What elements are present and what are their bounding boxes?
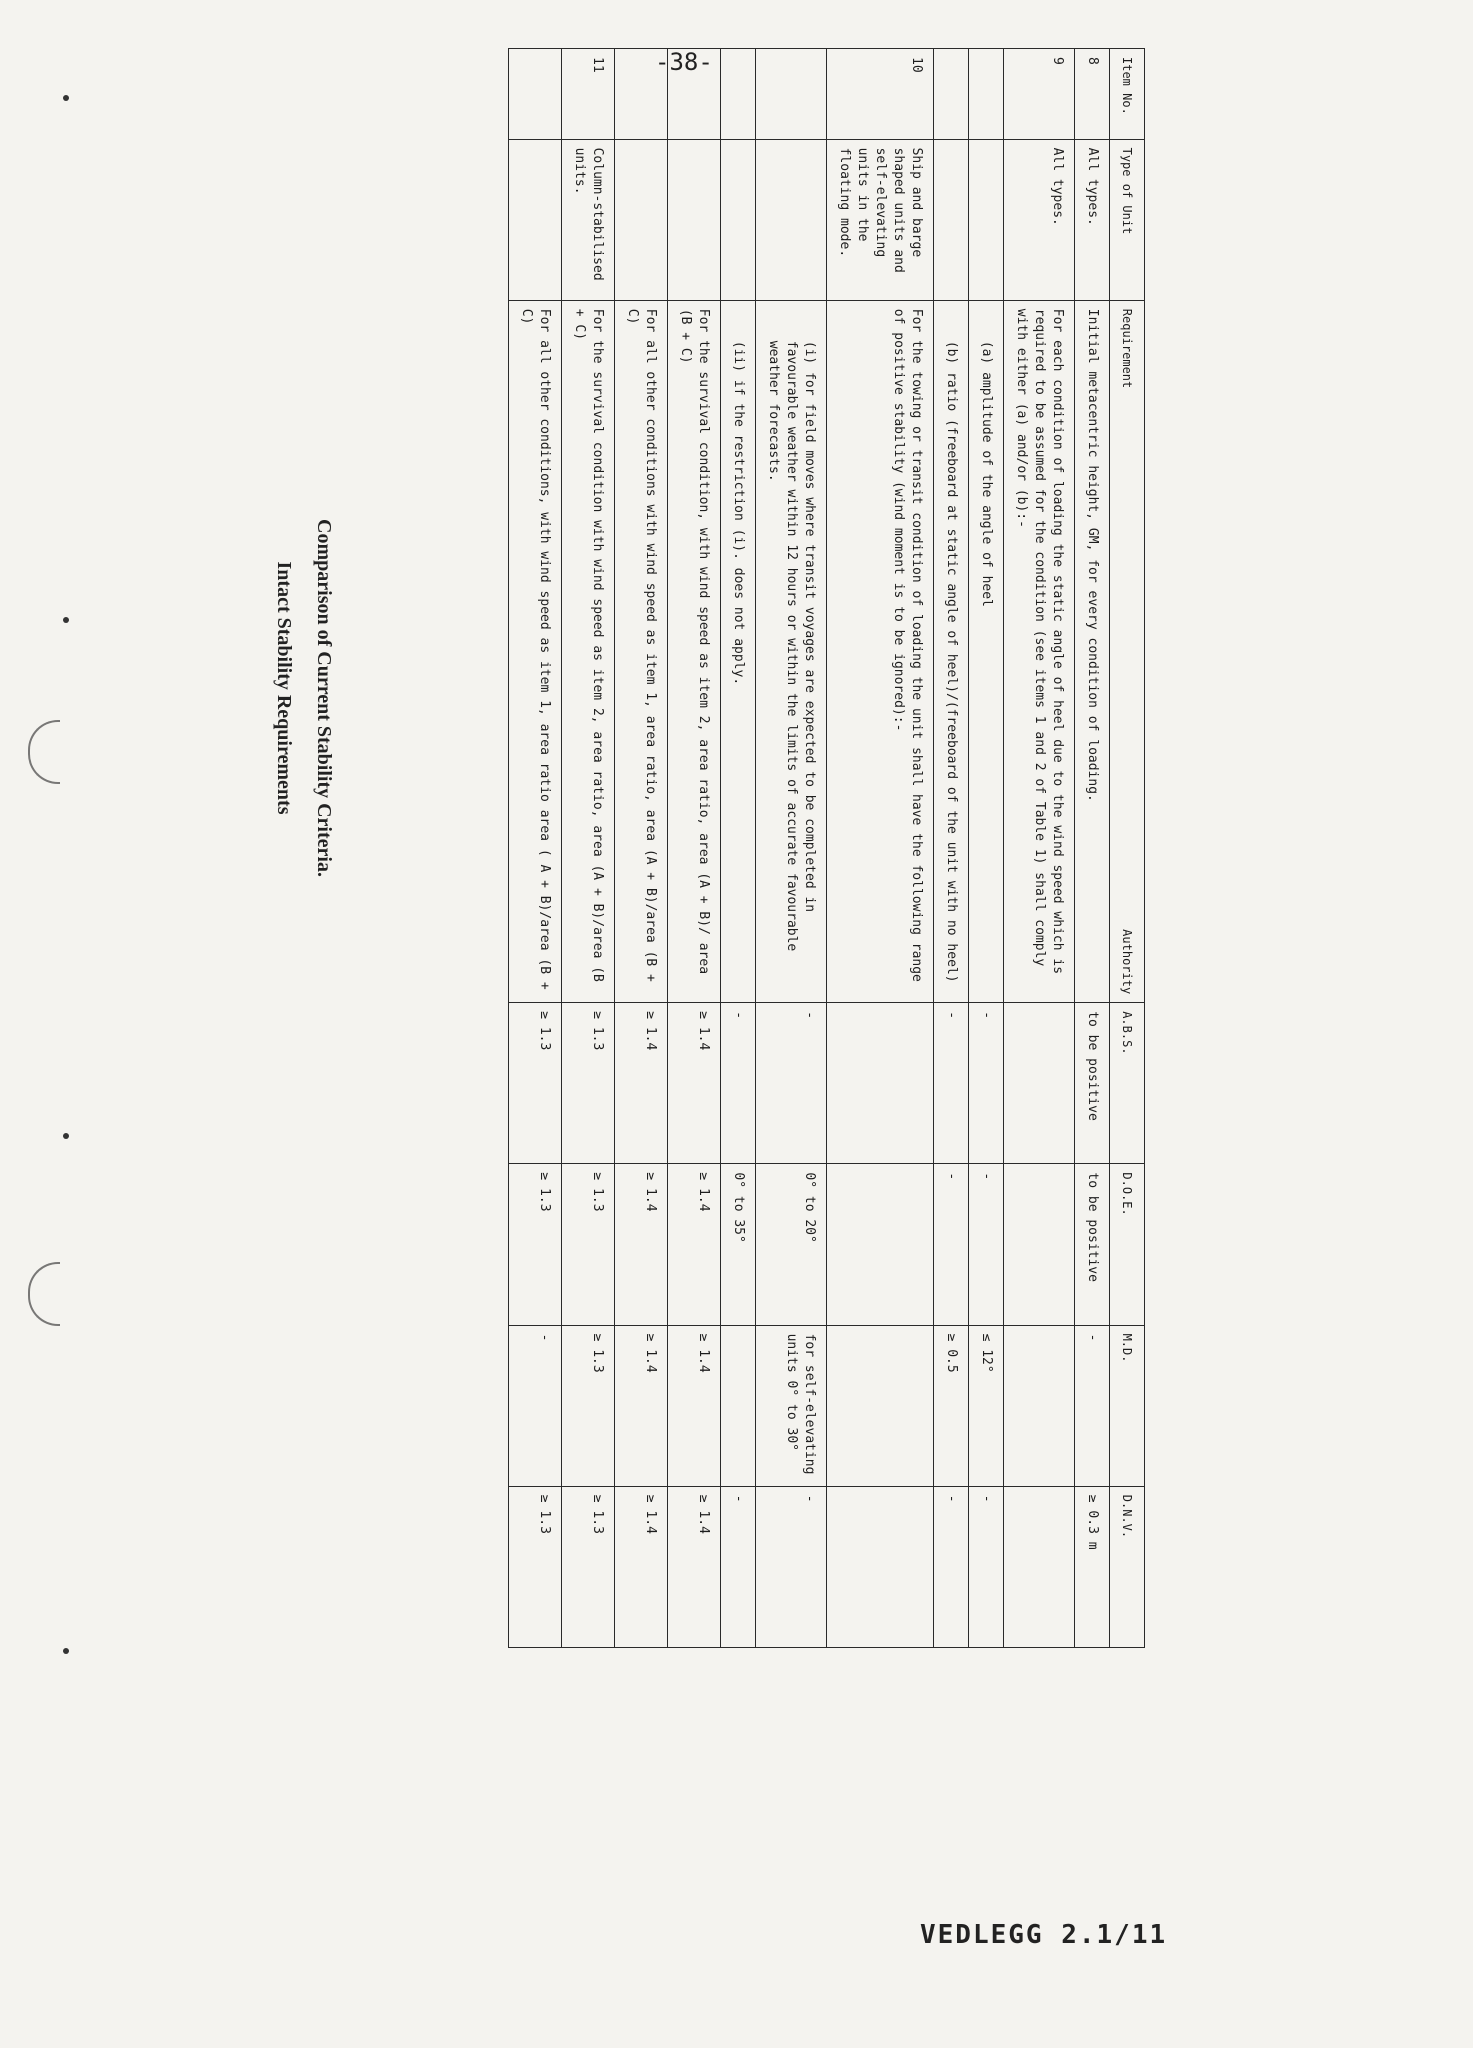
scan-speck bbox=[63, 617, 69, 623]
table-row bbox=[934, 49, 969, 1648]
table-row bbox=[509, 49, 562, 1648]
header-requirement: Requirement bbox=[1120, 308, 1134, 389]
header-item-no: Item No. bbox=[1110, 49, 1145, 140]
cell-requirement: For each condition of loading the static angle of heel due to the wind speed which is required to be assumed for the condition (see items 1 and 2 of Table 1) shall comply with either (a) and/or (b):- bbox=[1004, 300, 1075, 1002]
table-row bbox=[1075, 49, 1110, 1648]
table-row bbox=[615, 49, 668, 1648]
cell-doe: - bbox=[969, 1164, 1004, 1325]
cell-dnv: ≥ 1.4 bbox=[668, 1486, 721, 1647]
cell-type: Column-stabilised units. bbox=[562, 139, 615, 300]
cell-requirement: For all other conditions, with wind speed as item 1, area ratio area ( A + B)/area (B + C) bbox=[509, 300, 562, 1002]
cell-abs: - bbox=[969, 1003, 1004, 1164]
cell-dnv: - bbox=[721, 1486, 756, 1647]
cell-item: 10 bbox=[827, 49, 934, 140]
cell-type: All types. bbox=[1004, 139, 1075, 300]
cell-dnv: ≥ 1.4 bbox=[615, 1486, 668, 1647]
cell-type bbox=[969, 139, 1004, 300]
cell-md: - bbox=[1075, 1325, 1110, 1486]
cell-md: - bbox=[509, 1325, 562, 1486]
cell-item bbox=[721, 49, 756, 140]
cell-type bbox=[721, 139, 756, 300]
rotated-content bbox=[273, 28, 1150, 1868]
cell-item bbox=[969, 49, 1004, 140]
cell-abs: - bbox=[756, 1003, 827, 1164]
cell-requirement: For the towing or transit condition of loading the unit shall have the following range of positive stability (wind moment is to be ignored):- bbox=[827, 300, 934, 1002]
page-number: -38- bbox=[655, 48, 713, 76]
cell-type bbox=[756, 139, 827, 300]
table-row bbox=[668, 49, 721, 1648]
cell-item bbox=[756, 49, 827, 140]
cell-requirement: For the survival condition with wind speed as item 2, area ratio, area (A + B)/area (B + C) bbox=[562, 300, 615, 1002]
cell-item bbox=[934, 49, 969, 140]
cell-dnv: ≥ 0.3 m bbox=[1075, 1486, 1110, 1647]
cell-doe: ≥ 1.3 bbox=[509, 1164, 562, 1325]
cell-doe: ≥ 1.3 bbox=[562, 1164, 615, 1325]
cell-doe bbox=[1004, 1164, 1075, 1325]
footer-stamp: VEDLEGG 2.1/11 bbox=[920, 1920, 1168, 1950]
table-row bbox=[827, 49, 934, 1648]
cell-requirement: For the survival condition, with wind speed as item 2, area ratio, area (A + B)/ area (B + C) bbox=[668, 300, 721, 1002]
cell-dnv: - bbox=[934, 1486, 969, 1647]
cell-type: Ship and barge shaped units and self-elevating units in the floating mode. bbox=[827, 139, 934, 300]
scan-speck bbox=[63, 95, 69, 101]
cell-abs: ≥ 1.3 bbox=[509, 1003, 562, 1164]
cell-md: ≥ 1.4 bbox=[615, 1325, 668, 1486]
cell-md: ≥ 1.3 bbox=[562, 1325, 615, 1486]
cell-dnv bbox=[1004, 1486, 1075, 1647]
cell-abs bbox=[1004, 1003, 1075, 1164]
scan-speck bbox=[63, 1648, 69, 1654]
cell-dnv: ≥ 1.3 bbox=[562, 1486, 615, 1647]
cell-md bbox=[1004, 1325, 1075, 1486]
table-row bbox=[756, 49, 827, 1648]
punch-hole-mark bbox=[28, 720, 60, 784]
cell-md: ≥ 1.4 bbox=[668, 1325, 721, 1486]
cell-item bbox=[509, 49, 562, 140]
cell-abs: ≥ 1.4 bbox=[668, 1003, 721, 1164]
cell-abs: to be positive bbox=[1075, 1003, 1110, 1164]
table-row bbox=[721, 49, 756, 1648]
cell-doe: - bbox=[934, 1164, 969, 1325]
cell-doe: 0° to 35° bbox=[721, 1164, 756, 1325]
cell-abs: ≥ 1.4 bbox=[615, 1003, 668, 1164]
cell-requirement: Initial metacentric height, GM, for every condition of loading. bbox=[1075, 300, 1110, 1002]
cell-abs: ≥ 1.3 bbox=[562, 1003, 615, 1164]
header-authority: Authority bbox=[1120, 929, 1134, 995]
header-requirement-authority bbox=[1110, 300, 1145, 1002]
cell-item: 11 bbox=[562, 49, 615, 140]
cell-requirement: (b) ratio (freeboard at static angle of heel)/(freeboard of the unit with no heel) bbox=[934, 300, 969, 1002]
cell-doe bbox=[827, 1164, 934, 1325]
cell-dnv: ≥ 1.3 bbox=[509, 1486, 562, 1647]
cell-type bbox=[615, 139, 668, 300]
cell-dnv: - bbox=[969, 1486, 1004, 1647]
page-subtitle: Intact Stability Requirements bbox=[273, 561, 295, 815]
cell-doe: ≥ 1.4 bbox=[668, 1164, 721, 1325]
cell-type bbox=[934, 139, 969, 300]
cell-dnv: - bbox=[756, 1486, 827, 1647]
header-md: M.D. bbox=[1110, 1325, 1145, 1486]
cell-requirement: (ii) if the restriction (i). does not apply. bbox=[721, 300, 756, 1002]
cell-doe: 0° to 20° bbox=[756, 1164, 827, 1325]
header-dnv: D.N.V. bbox=[1110, 1486, 1145, 1647]
scan-speck bbox=[63, 1133, 69, 1139]
cell-dnv bbox=[827, 1486, 934, 1647]
cell-item: 9 bbox=[1004, 49, 1075, 140]
table-row bbox=[562, 49, 615, 1648]
header-abs: A.B.S. bbox=[1110, 1003, 1145, 1164]
header-doe: D.O.E. bbox=[1110, 1164, 1145, 1325]
cell-requirement: (i) for field moves where transit voyages are expected to be completed in favourable weather within 12 hours or within the limits of accurate favourable weather forecasts. bbox=[756, 300, 827, 1002]
cell-doe: ≥ 1.4 bbox=[615, 1164, 668, 1325]
cell-md: ≥ 0.5 bbox=[934, 1325, 969, 1486]
cell-requirement: For all other conditions with wind speed as item 1, area ratio, area (A + B)/area (B + C) bbox=[615, 300, 668, 1002]
cell-abs: - bbox=[721, 1003, 756, 1164]
stability-table bbox=[508, 48, 1145, 1648]
cell-item: 8 bbox=[1075, 49, 1110, 140]
cell-md: for self-elevating units 0° to 30° bbox=[756, 1325, 827, 1486]
cell-md bbox=[827, 1325, 934, 1486]
table-row bbox=[969, 49, 1004, 1648]
punch-hole-mark bbox=[28, 1262, 60, 1326]
table-row bbox=[1004, 49, 1075, 1648]
cell-md: ≤ 12° bbox=[969, 1325, 1004, 1486]
cell-abs: - bbox=[934, 1003, 969, 1164]
cell-md bbox=[721, 1325, 756, 1486]
page-title: Comparison of Current Stability Criteria. bbox=[313, 519, 335, 877]
table-header-row bbox=[1110, 49, 1145, 1648]
cell-type bbox=[668, 139, 721, 300]
cell-type: All types. bbox=[1075, 139, 1110, 300]
cell-abs bbox=[827, 1003, 934, 1164]
cell-type bbox=[509, 139, 562, 300]
header-type-of-unit: Type of Unit bbox=[1110, 139, 1145, 300]
cell-doe: to be positive bbox=[1075, 1164, 1110, 1325]
cell-requirement: (a) amplitude of the angle of heel bbox=[969, 300, 1004, 1002]
